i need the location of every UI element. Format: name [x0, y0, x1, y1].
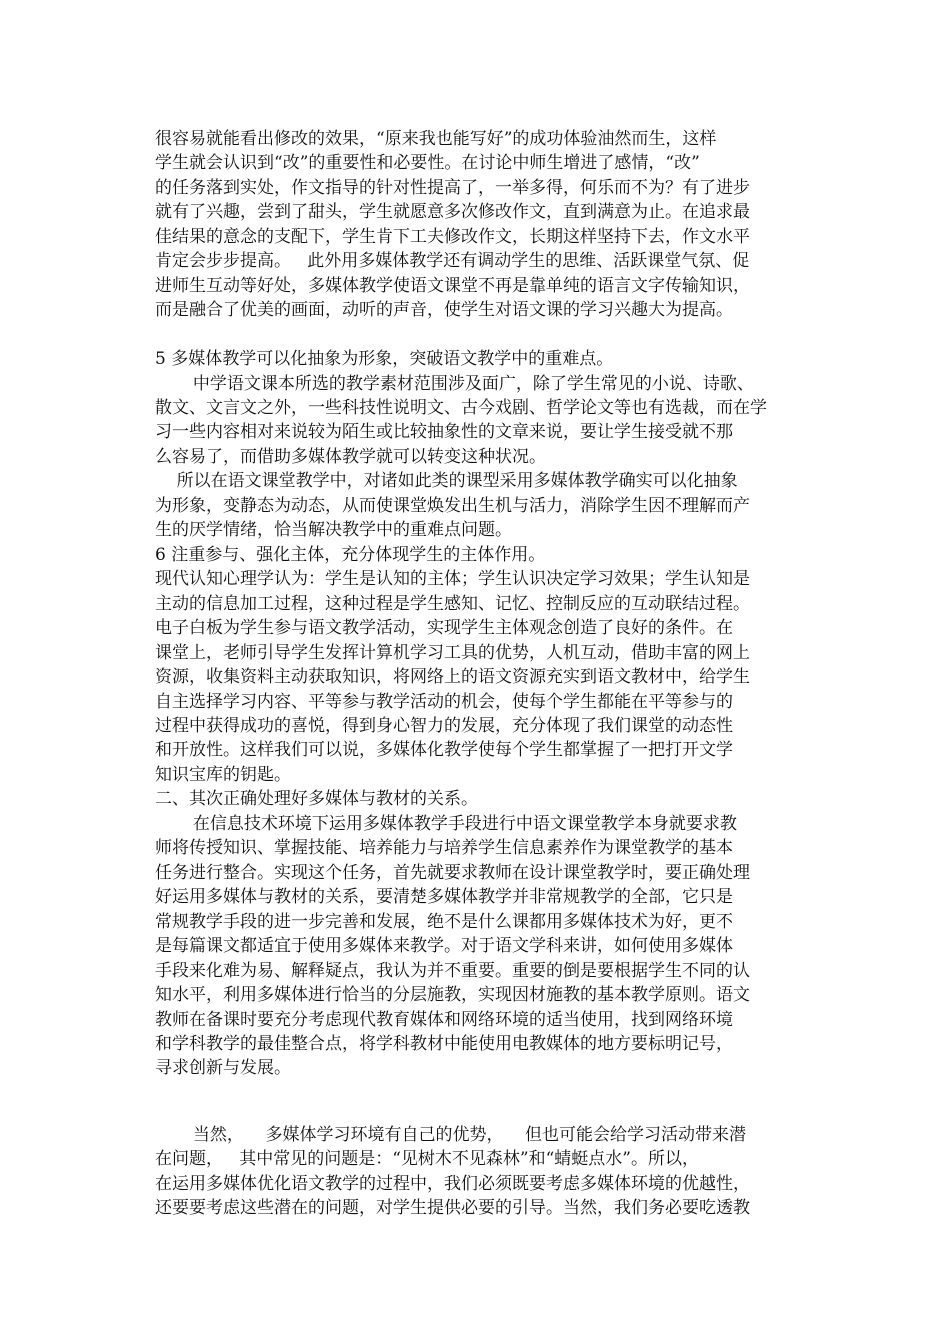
- text-line: 的任务落到实处，作文指导的针对性提高了，一举多得，何乐而不为？有了进步: [155, 178, 750, 198]
- text-line: 和开放性。这样我们可以说，多媒体化教学使每个学生都掌握了一把打开文学: [155, 740, 733, 760]
- text-line: 散文、文言文之外，一些科技性说明文、古今戏剧、哲学论文等也有选裁，而在学: [155, 398, 767, 418]
- text-line: 电子白板为学生参与语文教学活动，实现学生主体观念创造了良好的条件。在: [155, 618, 733, 638]
- text-line: 自主选择学习内容、平等参与教学活动的机会，使每个学生都能在平等参与的: [155, 692, 733, 712]
- text-line: 常规教学手段的进一步完善和发展，绝不是什么课都用多媒体技术为好，更不: [155, 912, 733, 932]
- text-line: 教师在备课时要充分考虑现代教育媒体和网络环境的适当使用，找到网络环境: [155, 1010, 733, 1030]
- text-line: 在信息技术环境下运用多媒体教学手段进行中语文课堂教学本身就要求教: [155, 814, 737, 834]
- text-line: 生的厌学情绪，恰当解决教学中的重难点问题。: [155, 520, 512, 540]
- text-line: 手段来化难为易、解释疑点，我认为并不重要。重要的倒是要根据学生不同的认: [155, 961, 750, 981]
- text-line: 肯定会步步提高。 此外用多媒体教学还有调动学生的思维、活跃课堂气氛、促: [155, 251, 750, 271]
- section-heading: 5 多媒体教学可以化抽象为形象，突破语文教学中的重难点。: [155, 349, 614, 369]
- text-line: 过程中获得成功的喜悦，得到身心智力的发展，充分体现了我们课堂的动态性: [155, 716, 733, 736]
- text-line: 课堂上，老师引导学生发挥计算机学习工具的优势，人机互动，借助丰富的网上: [155, 643, 750, 663]
- text-line: 当然， 多媒体学习环境有自己的优势， 但也可能会给学习活动带来潜: [155, 1125, 747, 1145]
- text-line: 主动的信息加工过程，这种过程是学生感知、记忆、控制反应的互动联结过程。: [155, 594, 750, 614]
- text-line: 就有了兴趣，尝到了甜头，学生就愿意多次修改作文，直到满意为止。在追求最: [155, 202, 750, 222]
- text-line: 任务进行整合。实现这个任务，首先就要求教师在设计课堂教学时，要正确处理: [155, 863, 750, 883]
- text-line: 寻求创新与发展。: [155, 1058, 291, 1078]
- text-line: 和学科教学的最佳整合点，将学科教材中能使用电教媒体的地方要标明记号，: [155, 1034, 733, 1054]
- text-line: 么容易了，而借助多媒体教学就可以转变这种状况。: [155, 447, 546, 467]
- text-line: 在运用多媒体优化语文教学的过程中，我们必须既要考虑多媒体环境的优越性，: [155, 1174, 750, 1194]
- text-line: 而是融合了优美的画面，动听的声音，使学生对语文课的学习兴趣大为提高。: [155, 300, 733, 320]
- text-line: 很容易就能看出修改的效果，“原来我也能写好”的成功体验油然而生，这样: [155, 129, 717, 149]
- text-line: 佳结果的意念的支配下，学生肯下工夫修改作文，长期这样坚持下去，作文水平: [155, 227, 750, 247]
- text-line: 知水平，利用多媒体进行恰当的分层施教，实现因材施教的基本教学原则。语文: [155, 985, 750, 1005]
- text-line: 为形象，变静态为动态，从而使课堂焕发出生机与活力，消除学生因不理解而产: [155, 496, 750, 516]
- text-line: 师将传授知识、掌握技能、培养能力与培养学生信息素养作为课堂教学的基本: [155, 838, 733, 858]
- text-line: 知识宝库的钥匙。: [155, 765, 291, 785]
- text-line: 资源，收集资料主动获取知识，将网络上的语文资源充实到语文教材中，给学生: [155, 667, 750, 687]
- text-line: 所以在语文课堂教学中，对诸如此类的课型采用多媒体教学确实可以化抽象: [155, 471, 738, 491]
- text-line: 在问题， 其中常见的问题是：“见树木不见森林”和“蜻蜓点水”。所以，: [155, 1149, 699, 1169]
- text-line: 好运用多媒体与教材的关系，要清楚多媒体教学并非常规教学的全部，它只是: [155, 887, 733, 907]
- text-line: 是每篇课文都适宜于使用多媒体来教学。对于语文学科来讲，如何使用多媒体: [155, 936, 733, 956]
- text-line: 习一些内容相对来说较为陌生或比较抽象性的文章来说，要让学生接受就不那: [155, 422, 733, 442]
- text-line: 现代认知心理学认为：学生是认知的主体；学生认识决定学习效果；学生认知是: [155, 569, 750, 589]
- text-line: 学生就会认识到“改”的重要性和必要性。在讨论中师生增进了感情，“改”: [155, 153, 700, 173]
- text-line: 进师生互动等好处，多媒体教学使语文课堂不再是靠单纯的语言文字传输知识，: [155, 276, 750, 296]
- text-line: 还要要考虑这些潜在的问题，对学生提供必要的引导。当然，我们务必要吃透教: [155, 1198, 750, 1218]
- section-heading: 6 注重参与、强化主体，充分体现学生的主体作用。: [155, 545, 546, 565]
- section-heading: 二、其次正确处理好多媒体与教材的关系。: [155, 789, 478, 809]
- text-line: 中学语文课本所选的教学素材范围涉及面广，除了学生常见的小说、诗歌、: [155, 374, 754, 394]
